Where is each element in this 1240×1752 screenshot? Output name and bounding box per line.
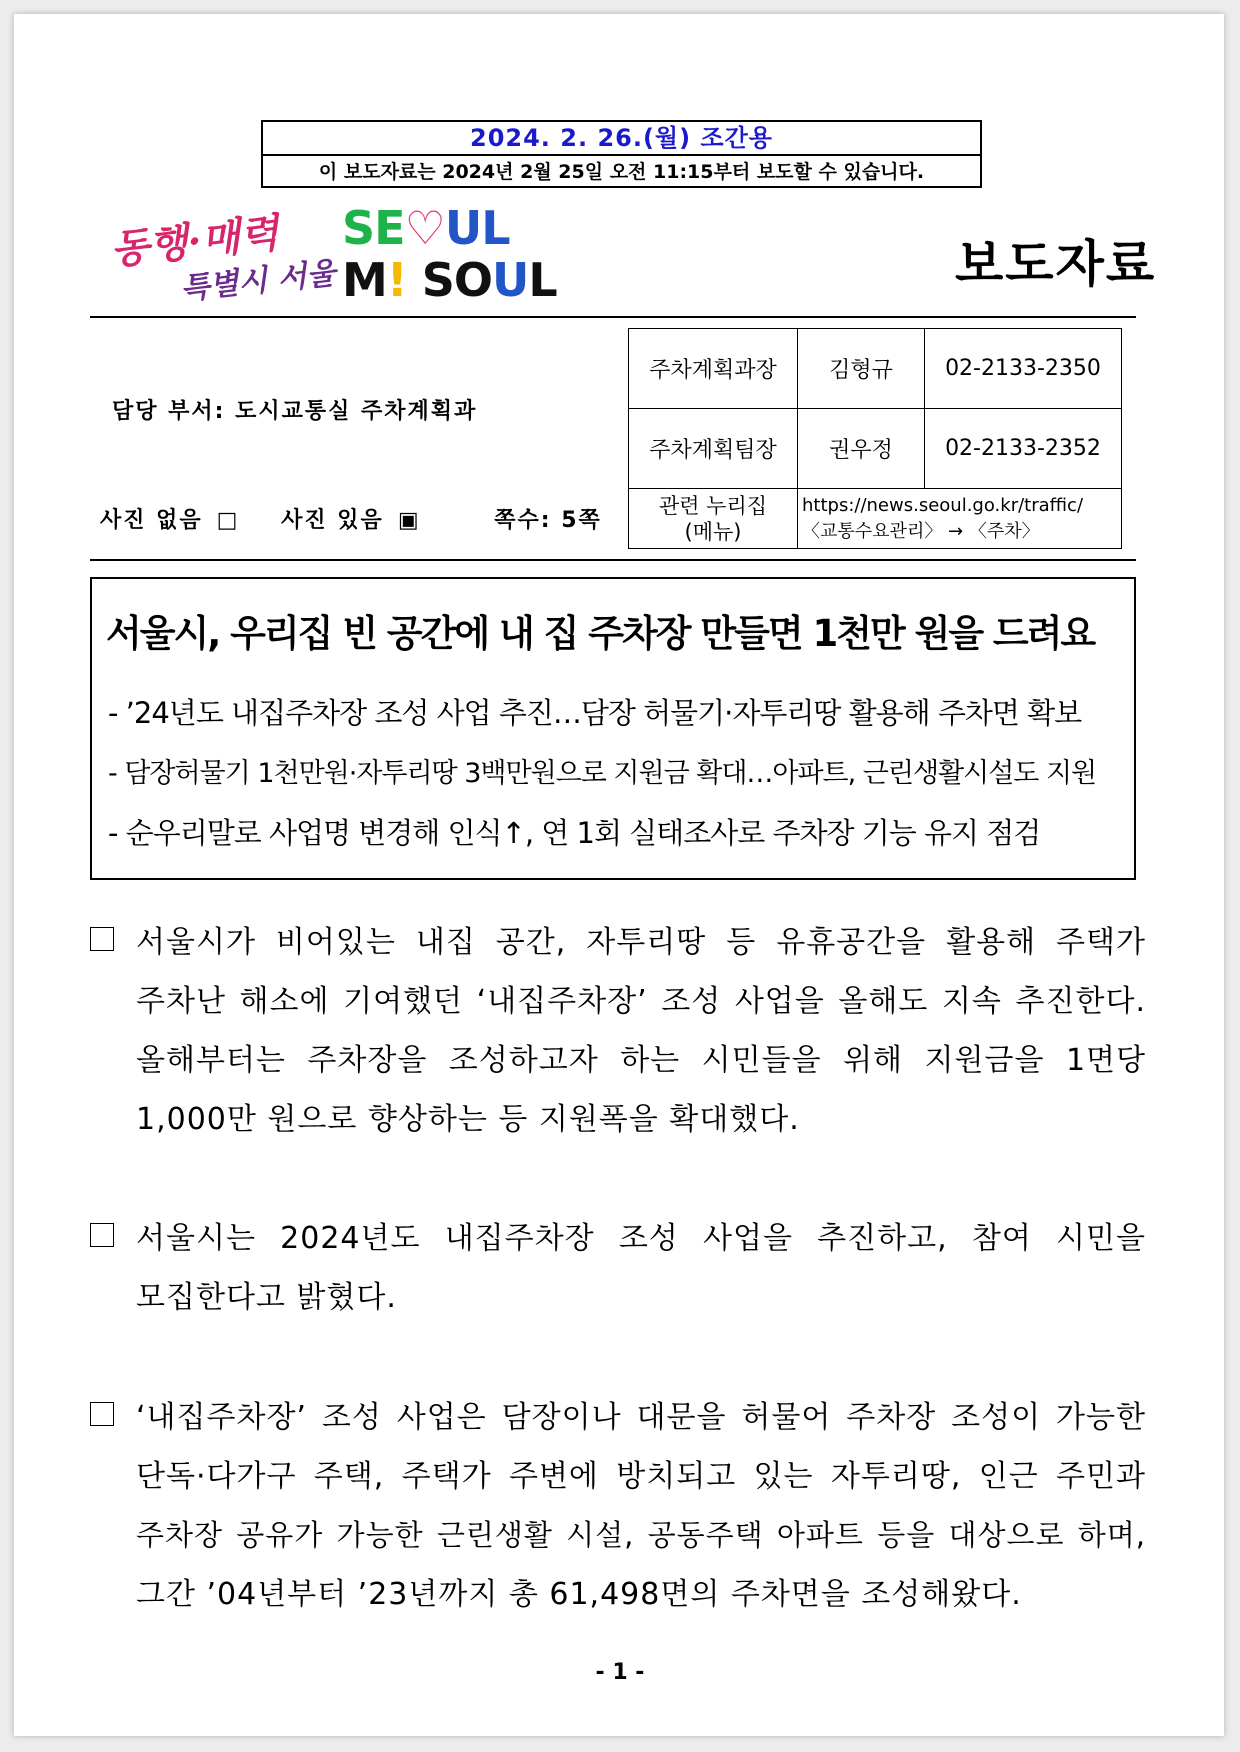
photo-none-checkbox: □ <box>216 508 240 533</box>
related-label-line2: (메뉴) <box>684 519 742 544</box>
contact-phone: 02-2133-2352 <box>925 409 1122 489</box>
slogan-line-1: 동행·매력 <box>108 209 281 274</box>
logo-my-soul-text: M! SOUL <box>342 253 557 307</box>
paragraph-line: 그간 ’04년부터 ’23년까지 총 61,498면의 주차면을 조성해왔다. <box>136 1577 1022 1612</box>
seoul-slogan-logo <box>108 209 338 308</box>
paragraph-line: 모집한다고 밝혔다. <box>136 1280 397 1315</box>
bullet-checkbox <box>90 1402 114 1426</box>
divider-bottom <box>90 559 1136 561</box>
paragraph-line: 1,000만 원으로 향상하는 등 지원폭을 확대했다. <box>136 1102 800 1137</box>
bullet-checkbox <box>90 1223 114 1247</box>
related-url[interactable]: https://news.seoul.go.kr/traffic/ <box>802 494 1084 516</box>
subhead-2: - 담장허물기 1천만원·자투리땅 3백만원으로 지원금 확대…아파트, 근린생활시설도 지원 <box>108 758 1097 789</box>
headline-box <box>90 577 1136 880</box>
subhead-1: - ’24년도 내집주차장 조성 사업 추진…담장 허물기·자투리땅 활용해 주차면 확보 <box>108 696 1082 730</box>
page-number: - 1 - <box>595 1660 645 1685</box>
contact-name: 김형규 <box>798 329 925 409</box>
paragraph-line: 서울시는 2024년도 내집주차장 조성 사업을 추진하고, 참여 시민을 <box>136 1221 1146 1256</box>
press-release-title: 보도자료 <box>955 235 1157 293</box>
department: 담당 부서: 도시교통실 주차계획과 <box>112 399 478 424</box>
subhead-3: - 순우리말로 사업명 변경해 인식↑, 연 1회 실태조사로 주차장 기능 유지 점검 <box>108 816 1041 850</box>
contact-phone: 02-2133-2350 <box>925 329 1122 409</box>
paragraph-text <box>136 1209 1146 1327</box>
seoul-my-soul-logo <box>342 201 557 308</box>
paragraph-text <box>136 913 1146 1149</box>
contact-row <box>629 329 1122 409</box>
photo-none-label: 사진 없음 <box>100 508 203 533</box>
paragraph-line: 단독·다가구 주택, 주택가 주변에 방치되고 있는 자투리땅, 인근 주민과 <box>136 1459 1146 1494</box>
embargo-date: 2024. 2. 26.(월) 조간용 <box>263 122 980 156</box>
related-link[interactable] <box>798 489 1122 549</box>
contact-table <box>628 328 1122 549</box>
paragraph-line: 올해부터는 주차장을 조성하고자 하는 시민들을 위해 지원금을 1면당 <box>136 1043 1146 1078</box>
embargo-notice: 이 보도자료는 2024년 2월 25일 오전 11:15부터 보도할 수 있습니다. <box>318 161 925 183</box>
contact-role: 주차계획팀장 <box>629 409 798 489</box>
paragraph-line: ‘내집주차장’ 조성 사업은 담장이나 대문을 허물어 주차장 조성이 가능한 <box>136 1400 1146 1435</box>
slogan-line-2: 특별시 서울 <box>178 255 338 308</box>
paragraph-line: 주차난 해소에 기여했던 ‘내집주차장’ 조성 사업을 올해도 지속 추진한다. <box>136 984 1146 1019</box>
contact-row <box>629 409 1122 489</box>
bullet-checkbox <box>90 927 114 951</box>
divider-top <box>90 316 1136 318</box>
page-count: 쪽수: 5쪽 <box>494 508 602 533</box>
paragraph-text <box>136 1388 1146 1624</box>
related-label <box>629 489 798 549</box>
embargo-box <box>261 120 982 188</box>
photo-info <box>100 503 616 534</box>
photo-yes-checkbox: ▣ <box>397 508 421 533</box>
related-menu: 〈교통수요관리〉 → 〈주차〉 <box>802 520 1040 542</box>
paragraph-line: 주차장 공유가 가능한 근린생활 시설, 공동주택 아파트 등을 대상으로 하며, <box>136 1518 1146 1552</box>
paragraph-line: 서울시가 비어있는 내집 공간, 자투리땅 등 유휴공간을 활용해 주택가 <box>136 925 1146 960</box>
contact-name: 권우정 <box>798 409 925 489</box>
contact-role: 주차계획과장 <box>629 329 798 409</box>
photo-yes-label: 사진 있음 <box>281 508 384 533</box>
related-label-line1: 관련 누리집 <box>658 493 768 518</box>
related-row <box>629 489 1122 549</box>
headline: 서울시, 우리집 빈 공간에 내 집 주차장 만들면 1천만 원을 드려요 <box>106 612 1095 655</box>
logo-seoul-text: SE♡UL <box>342 201 510 255</box>
